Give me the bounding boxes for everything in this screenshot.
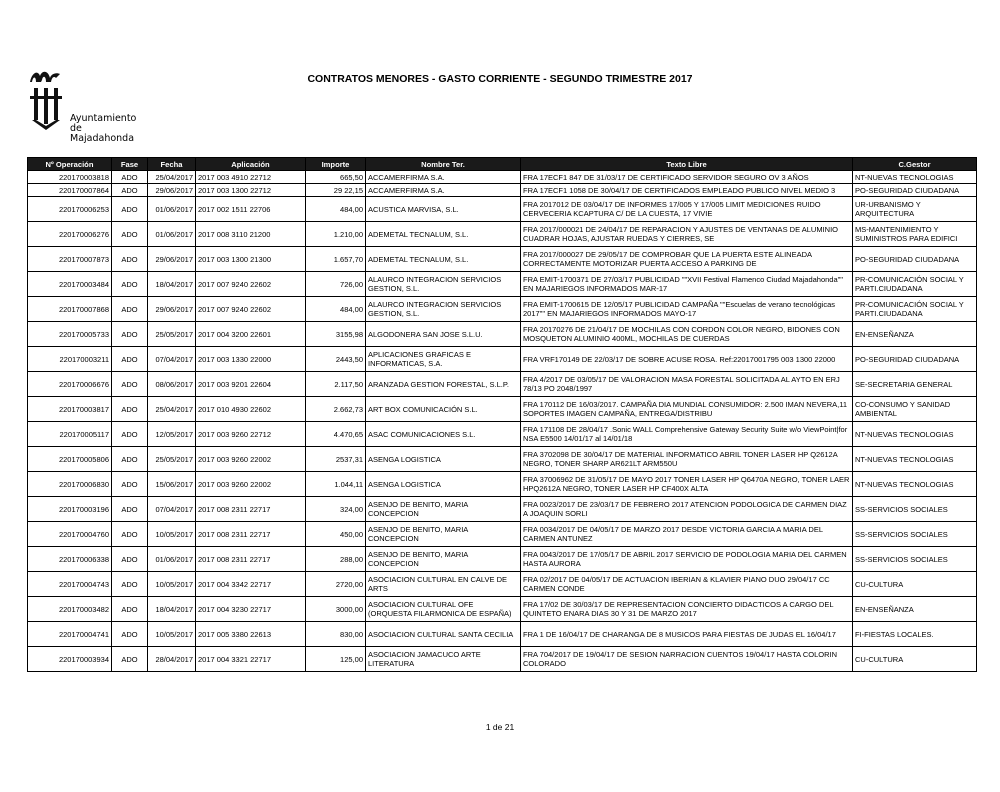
cell-texto: FRA 20170276 DE 21/04/17 DE MOCHILAS CON CORDON COLOR NEGRO, BIDONES CON MOSQUETON ALUMINIO 400ML, MOCHILAS DE CUERDAS — [521, 322, 853, 347]
col-header-fecha: Fecha — [148, 158, 196, 171]
cell-importe: 2.662,73 — [306, 397, 366, 422]
cell-operacion: 220170006276 — [28, 222, 112, 247]
cell-operacion: 220170005117 — [28, 422, 112, 447]
cell-aplicacion: 2017 004 3200 22601 — [196, 322, 306, 347]
cell-importe: 29 22,15 — [306, 184, 366, 197]
table-row — [28, 497, 977, 522]
cell-aplicacion: 2017 003 1300 22712 — [196, 184, 306, 197]
col-header-aplicacion: Aplicación — [196, 158, 306, 171]
cell-texto: FRA 2017/000021 DE 24/04/17 DE REPARACION Y AJUSTES DE VENTANAS DE ALUMINIO CUADRAR HOJAS, AJUSTAR RUEDAS Y CIERRES, SE — [521, 222, 853, 247]
cell-gestor: EN-ENSEÑANZA — [853, 597, 977, 622]
cell-gestor: SS-SERVICIOS SOCIALES — [853, 547, 977, 572]
table-row — [28, 547, 977, 572]
cell-aplicacion: 2017 002 1511 22706 — [196, 197, 306, 222]
table-row — [28, 322, 977, 347]
cell-texto: FRA 0034/2017 DE 04/05/17 DE MARZO 2017 DESDE VICTORIA GARCIA A MARIA DEL CARMEN ANTUNEZ — [521, 522, 853, 547]
cell-fecha: 18/04/2017 — [148, 597, 196, 622]
cell-fase: ADO — [112, 297, 148, 322]
cell-nombre: ASENJO DE BENITO, MARIA CONCEPCION — [366, 547, 521, 572]
col-header-texto: Texto Libre — [521, 158, 853, 171]
cell-gestor: NT-NUEVAS TECNOLOGIAS — [853, 422, 977, 447]
cell-gestor: SS-SERVICIOS SOCIALES — [853, 522, 977, 547]
cell-fase: ADO — [112, 447, 148, 472]
cell-importe: 125,00 — [306, 647, 366, 672]
cell-nombre: ARANZADA GESTION FORESTAL, S.L.P. — [366, 372, 521, 397]
col-header-operacion: Nº Operación — [28, 158, 112, 171]
cell-nombre: ALGODONERA SAN JOSE S.L.U. — [366, 322, 521, 347]
cell-texto: FRA 704/2017 DE 19/04/17 DE SESION NARRACION CUENTOS 19/04/17 HASTA COLORIN COLORADO — [521, 647, 853, 672]
cell-gestor: CU-CULTURA — [853, 572, 977, 597]
cell-fecha: 07/04/2017 — [148, 347, 196, 372]
table-row — [28, 572, 977, 597]
cell-nombre: ART BOX COMUNICACIÓN S.L. — [366, 397, 521, 422]
cell-operacion: 220170004741 — [28, 622, 112, 647]
cell-fecha: 25/05/2017 — [148, 322, 196, 347]
cell-fecha: 18/04/2017 — [148, 272, 196, 297]
cell-fecha: 10/05/2017 — [148, 522, 196, 547]
cell-fase: ADO — [112, 171, 148, 184]
col-header-importe: Importe — [306, 158, 366, 171]
cell-fase: ADO — [112, 622, 148, 647]
table-row — [28, 522, 977, 547]
cell-fase: ADO — [112, 347, 148, 372]
cell-aplicacion: 2017 005 3380 22613 — [196, 622, 306, 647]
cell-nombre: ACCAMERFIRMA S.A. — [366, 184, 521, 197]
cell-importe: 665,50 — [306, 171, 366, 184]
cell-aplicacion: 2017 003 1330 22000 — [196, 347, 306, 372]
cell-operacion: 220170003484 — [28, 272, 112, 297]
table-row — [28, 272, 977, 297]
cell-fase: ADO — [112, 272, 148, 297]
cell-texto: FRA 17/02 DE 30/03/17 DE REPRESENTACION CONCIERTO DIDACTICOS A CARGO DEL QUINTETO ENARA DIAS 30 Y 31 DE MARZO 2017 — [521, 597, 853, 622]
cell-operacion: 220170006830 — [28, 472, 112, 497]
cell-nombre: ASENJO DE BENITO, MARIA CONCEPCION — [366, 522, 521, 547]
cell-fase: ADO — [112, 222, 148, 247]
cell-texto: FRA 37006962 DE 31/05/17 DE MAYO 2017 TONER LASER HP Q6470A NEGRO, TONER LAER HPQ2612A NEGRO, TONER LASER HP CF400X ALTA — [521, 472, 853, 497]
cell-nombre: ACUSTICA MARVISA, S.L. — [366, 197, 521, 222]
cell-nombre: ALAURCO INTEGRACION SERVICIOS GESTION, S.L. — [366, 272, 521, 297]
cell-gestor: PO-SEGURIDAD CIUDADANA — [853, 247, 977, 272]
cell-nombre: APLICACIONES GRAFICAS E INFORMATICAS, S.A. — [366, 347, 521, 372]
table-row — [28, 447, 977, 472]
cell-aplicacion: 2017 004 3342 22717 — [196, 572, 306, 597]
cell-importe: 288,00 — [306, 547, 366, 572]
cell-texto: FRA 3702098 DE 30/04/17 DE MATERIAL INFORMATICO ABRIL TONER LASER HP Q2612A NEGRO, TONER SHARP AR621LT ARM550U — [521, 447, 853, 472]
cell-fecha: 10/05/2017 — [148, 622, 196, 647]
cell-texto: FRA 4/2017 DE 03/05/17 DE VALORACION MASA FORESTAL SOLICITADA AL AYTO EN ERJ 78/13 PO 2048/1997 — [521, 372, 853, 397]
cell-importe: 484,00 — [306, 197, 366, 222]
cell-importe: 2537,31 — [306, 447, 366, 472]
cell-nombre: ALAURCO INTEGRACION SERVICIOS GESTION, S.L. — [366, 297, 521, 322]
cell-fecha: 12/05/2017 — [148, 422, 196, 447]
cell-nombre: ASOCIACION CULTURAL OFE (ORQUESTA FILARMONICA DE ESPAÑA) — [366, 597, 521, 622]
cell-aplicacion: 2017 003 1300 21300 — [196, 247, 306, 272]
cell-importe: 1.657,70 — [306, 247, 366, 272]
page-number: 1 de 21 — [485, 722, 515, 732]
cell-texto: FRA 0043/2017 DE 17/05/17 DE ABRIL 2017 SERVICIO DE PODOLOGIA MARIA DEL CARMEN HASTA AURORA — [521, 547, 853, 572]
col-header-fase: Fase — [112, 158, 148, 171]
col-header-gestor: C.Gestor — [853, 158, 977, 171]
cell-gestor: EN-ENSEÑANZA — [853, 322, 977, 347]
cell-gestor: NT-NUEVAS TECNOLOGIAS — [853, 472, 977, 497]
cell-gestor: CU-CULTURA — [853, 647, 977, 672]
table-row — [28, 184, 977, 197]
cell-nombre: ASENGA LOGISTICA — [366, 472, 521, 497]
cell-operacion: 220170007873 — [28, 247, 112, 272]
cell-gestor: CO-CONSUMO Y SANIDAD AMBIENTAL — [853, 397, 977, 422]
cell-aplicacion: 2017 007 9240 22602 — [196, 272, 306, 297]
cell-nombre: ASENGA LOGISTICA — [366, 447, 521, 472]
cell-texto: FRA 1 DE 16/04/17 DE CHARANGA DE 8 MUSICOS PARA FIESTAS DE JUDAS EL 16/04/17 — [521, 622, 853, 647]
table-row — [28, 422, 977, 447]
cell-fase: ADO — [112, 397, 148, 422]
cell-gestor: SS-SERVICIOS SOCIALES — [853, 497, 977, 522]
cell-aplicacion: 2017 008 2311 22717 — [196, 547, 306, 572]
cell-fase: ADO — [112, 372, 148, 397]
table-row — [28, 472, 977, 497]
cell-nombre: ASOCIACION JAMACUCO ARTE LITERATURA — [366, 647, 521, 672]
table-body — [28, 171, 977, 672]
cell-fase: ADO — [112, 197, 148, 222]
cell-importe: 2720,00 — [306, 572, 366, 597]
cell-fecha: 08/06/2017 — [148, 372, 196, 397]
cell-importe: 2443,50 — [306, 347, 366, 372]
cell-importe: 4.470,65 — [306, 422, 366, 447]
cell-nombre: ASENJO DE BENITO, MARIA CONCEPCION — [366, 497, 521, 522]
cell-aplicacion: 2017 008 2311 22717 — [196, 522, 306, 547]
cell-gestor: FI-FIESTAS LOCALES. — [853, 622, 977, 647]
cell-fecha: 01/06/2017 — [148, 222, 196, 247]
cell-gestor: PO-SEGURIDAD CIUDADANA — [853, 184, 977, 197]
cell-gestor: NT-NUEVAS TECNOLOGIAS — [853, 171, 977, 184]
cell-operacion: 220170003934 — [28, 647, 112, 672]
cell-gestor: PR-COMUNICACIÓN SOCIAL Y PARTI.CIUDADANA — [853, 297, 977, 322]
cell-operacion: 220170006253 — [28, 197, 112, 222]
cell-gestor: MS-MANTENIMIENTO Y SUMINISTROS PARA EDIFICI — [853, 222, 977, 247]
cell-aplicacion: 2017 003 9260 22002 — [196, 472, 306, 497]
cell-fecha: 28/04/2017 — [148, 647, 196, 672]
logo-text-line-1: Ayuntamiento — [70, 113, 137, 124]
col-header-nombre: Nombre Ter. — [366, 158, 521, 171]
table-row — [28, 197, 977, 222]
table-row — [28, 597, 977, 622]
contracts-table — [27, 157, 977, 672]
cell-texto: FRA 17ECF1 847 DE 31/03/17 DE CERTIFICADO SERVIDOR SEGURO OV 3 AÑOS — [521, 171, 853, 184]
cell-texto: FRA 170112 DE 16/03/2017. CAMPAÑA DIA MUNDIAL CONSUMIDOR: 2.500 IMAN NEVERA,11 SOPORTES IMAGEN CAMPAÑA, ENTREGA/DISTRIBU — [521, 397, 853, 422]
cell-importe: 450,00 — [306, 522, 366, 547]
cell-importe: 2.117,50 — [306, 372, 366, 397]
cell-operacion: 220170006676 — [28, 372, 112, 397]
cell-fase: ADO — [112, 422, 148, 447]
cell-texto: FRA 17ECF1 1058 DE 30/04/17 DE CERTIFICADOS EMPLEADO PUBLICO NIVEL MEDIO 3 — [521, 184, 853, 197]
table-row — [28, 622, 977, 647]
cell-importe: 3000,00 — [306, 597, 366, 622]
cell-fecha: 10/05/2017 — [148, 572, 196, 597]
cell-importe: 726,00 — [306, 272, 366, 297]
cell-texto: FRA EMIT-1700371 DE 27/03/17 PUBLICIDAD ""XVII Festival Flamenco Ciudad Majadahonda"" EN MAJARIEGOS INFORMADOS MAR-17 — [521, 272, 853, 297]
cell-operacion: 220170005733 — [28, 322, 112, 347]
cell-fase: ADO — [112, 247, 148, 272]
cell-operacion: 220170003196 — [28, 497, 112, 522]
cell-importe: 1.210,00 — [306, 222, 366, 247]
cell-aplicacion: 2017 003 9201 22604 — [196, 372, 306, 397]
table-row — [28, 372, 977, 397]
cell-operacion: 220170003817 — [28, 397, 112, 422]
cell-nombre: ASAC COMUNICACIONES S.L. — [366, 422, 521, 447]
cell-fase: ADO — [112, 547, 148, 572]
cell-fase: ADO — [112, 322, 148, 347]
table-row — [28, 171, 977, 184]
table-header-row — [28, 158, 977, 171]
cell-fecha: 25/05/2017 — [148, 447, 196, 472]
cell-fecha: 29/06/2017 — [148, 297, 196, 322]
cell-importe: 3155,98 — [306, 322, 366, 347]
cell-gestor: NT-NUEVAS TECNOLOGIAS — [853, 447, 977, 472]
cell-fecha: 01/06/2017 — [148, 197, 196, 222]
cell-importe: 830,00 — [306, 622, 366, 647]
cell-operacion: 220170006338 — [28, 547, 112, 572]
cell-texto: FRA 0023/2017 DE 23/03/17 DE FEBRERO 2017 ATENCION PODOLOGICA DE CARMEN DIAZ A JOAQUIN SORLI — [521, 497, 853, 522]
cell-operacion: 220170004760 — [28, 522, 112, 547]
cell-operacion: 220170007868 — [28, 297, 112, 322]
cell-aplicacion: 2017 003 4910 22712 — [196, 171, 306, 184]
cell-nombre: ASOCIACION CULTURAL SANTA CECILIA — [366, 622, 521, 647]
cell-aplicacion: 2017 003 9260 22712 — [196, 422, 306, 447]
cell-fase: ADO — [112, 497, 148, 522]
cell-nombre: ASOCIACION CULTURAL EN CALVE DE ARTS — [366, 572, 521, 597]
cell-texto: FRA EMIT-1700615 DE 12/05/17 PUBLICIDAD CAMPAÑA ""Escuelas de verano tecnológicas 2017"" EN MAJARIEGOS INFORMADOS MAYO-17 — [521, 297, 853, 322]
cell-fecha: 01/06/2017 — [148, 547, 196, 572]
cell-fase: ADO — [112, 597, 148, 622]
cell-importe: 484,00 — [306, 297, 366, 322]
cell-aplicacion: 2017 004 3230 22717 — [196, 597, 306, 622]
cell-fase: ADO — [112, 184, 148, 197]
cell-texto: FRA 2017/000027 DE 29/05/17 DE COMPROBAR QUE LA PUERTA ESTE ALINEADA CORRECTAMENTE MOTORIZAR PUERTA ACCESO A PARKING DE — [521, 247, 853, 272]
cell-texto: FRA 02/2017 DE 04/05/17 DE ACTUACION IBERIAN & KLAVIER PIANO DUO 29/04/17 CC CARMEN CONDE — [521, 572, 853, 597]
cell-operacion: 220170003482 — [28, 597, 112, 622]
cell-texto: FRA 171108 DE 28/04/17 .Sonic WALL Comprehensive Gateway Security Suite w/o ViewPoint|for NSA E5500 14/01/17 al 14/01/18 — [521, 422, 853, 447]
table-row — [28, 297, 977, 322]
cell-fase: ADO — [112, 472, 148, 497]
cell-texto: FRA 2017012 DE 03/04/17 DE INFORMES 17/005 Y 17/005 LIMIT MEDICIONES RUIDO CERVECERIA KCAPTURA C/ DE LA CUESTA, 17 VIVIE — [521, 197, 853, 222]
cell-fecha: 29/06/2017 — [148, 247, 196, 272]
cell-gestor: UR-URBANISMO Y ARQUITECTURA — [853, 197, 977, 222]
table-row — [28, 397, 977, 422]
cell-fase: ADO — [112, 522, 148, 547]
cell-fecha: 29/06/2017 — [148, 184, 196, 197]
cell-operacion: 220170003818 — [28, 171, 112, 184]
cell-texto: FRA VRF170149 DE 22/03/17 DE SOBRE ACUSE ROSA. Ref:22017001795 003 1300 22000 — [521, 347, 853, 372]
cell-fecha: 15/06/2017 — [148, 472, 196, 497]
table-row — [28, 647, 977, 672]
cell-aplicacion: 2017 003 9260 22002 — [196, 447, 306, 472]
cell-nombre: ACCAMERFIRMA S.A. — [366, 171, 521, 184]
cell-fecha: 07/04/2017 — [148, 497, 196, 522]
cell-operacion: 220170004743 — [28, 572, 112, 597]
document-title: CONTRATOS MENORES - GASTO CORRIENTE - SEGUNDO TRIMESTRE 2017 — [307, 73, 693, 85]
cell-fase: ADO — [112, 572, 148, 597]
logo-caption — [70, 114, 146, 144]
cell-fecha: 25/04/2017 — [148, 397, 196, 422]
cell-fase: ADO — [112, 647, 148, 672]
table-row — [28, 222, 977, 247]
cell-importe: 324,00 — [306, 497, 366, 522]
cell-importe: 1.044,11 — [306, 472, 366, 497]
cell-nombre: ADEMETAL TECNALUM, S.L. — [366, 247, 521, 272]
cell-operacion: 220170005806 — [28, 447, 112, 472]
cell-gestor: SE-SECRETARIA GENERAL — [853, 372, 977, 397]
cell-fecha: 25/04/2017 — [148, 171, 196, 184]
cell-gestor: PO-SEGURIDAD CIUDADANA — [853, 347, 977, 372]
cell-nombre: ADEMETAL TECNALUM, S.L. — [366, 222, 521, 247]
logo-text-line-2: de Majadahonda — [70, 123, 135, 144]
cell-aplicacion: 2017 010 4930 22602 — [196, 397, 306, 422]
table-row — [28, 247, 977, 272]
cell-aplicacion: 2017 008 2311 22717 — [196, 497, 306, 522]
cell-operacion: 220170007864 — [28, 184, 112, 197]
cell-aplicacion: 2017 008 3110 21200 — [196, 222, 306, 247]
cell-operacion: 220170003211 — [28, 347, 112, 372]
table-row — [28, 347, 977, 372]
cell-gestor: PR-COMUNICACIÓN SOCIAL Y PARTI.CIUDADANA — [853, 272, 977, 297]
cell-aplicacion: 2017 004 3321 22717 — [196, 647, 306, 672]
cell-aplicacion: 2017 007 9240 22602 — [196, 297, 306, 322]
